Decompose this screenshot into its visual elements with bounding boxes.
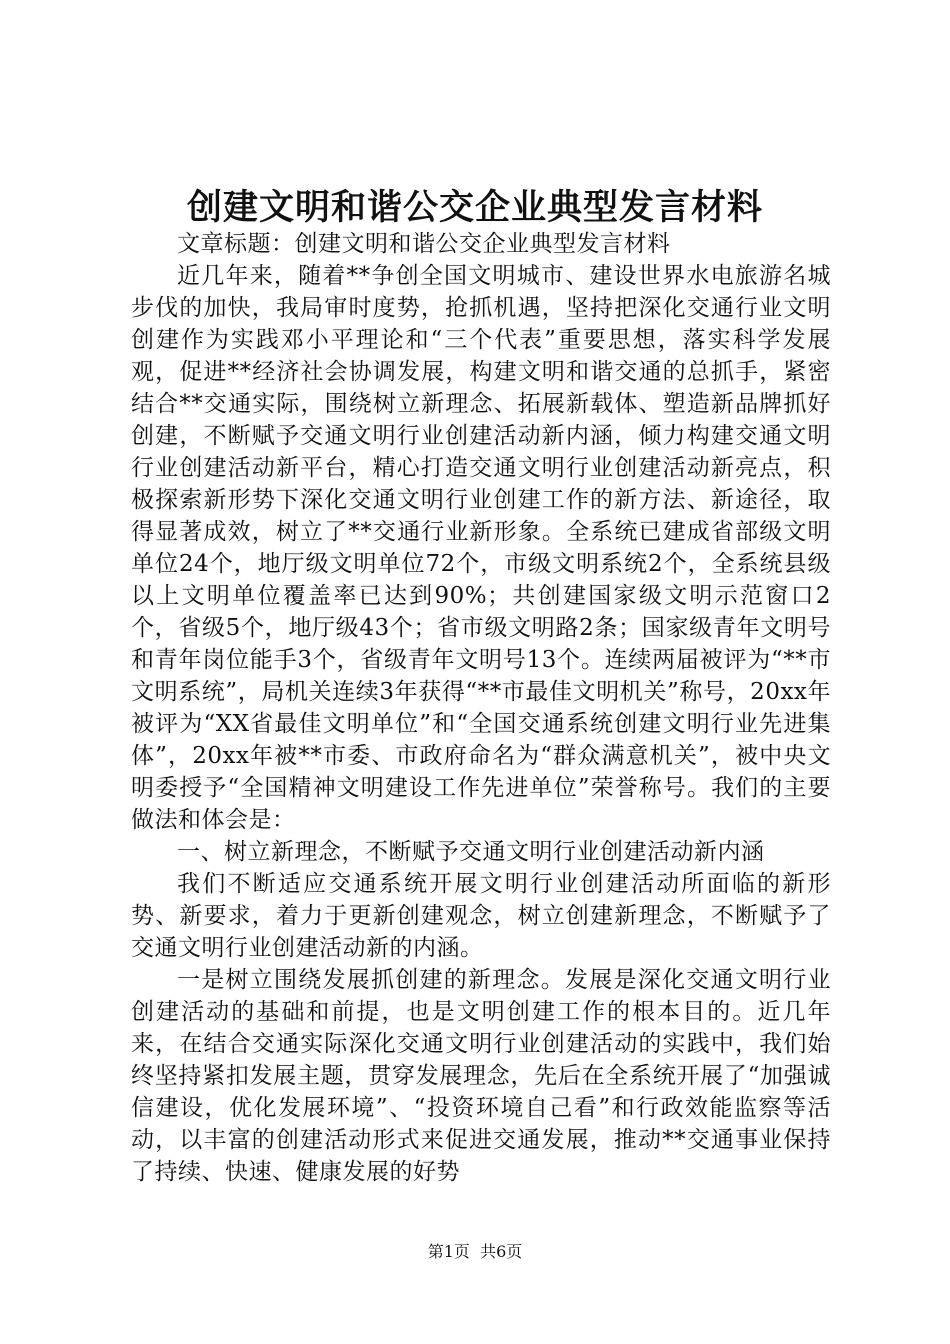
page-number: 第1页 <box>427 1242 470 1261</box>
page-footer <box>0 1242 950 1262</box>
document-title: 创建文明和谐公交企业典型发言材料 <box>186 188 763 228</box>
section-paragraph: 我们不断适应交通系统开展文明行业创建活动所面临的新形势、新要求，着力于更新创建观念，树立创建新理念，不断赋予了交通文明行业创建活动新的内涵。 <box>131 871 831 961</box>
footer-separator <box>470 1242 480 1261</box>
point-one-paragraph: 一是树立围绕发展抓创建的新理念。发展是深化交通文明行业创建活动的基础和前提，也是文明创建工作的根本目的。近几年来，在结合交通实际深化交通文明行业创建活动的实践中，我们始终坚持紧扣发展主题，贯穿发展理念，先后在全系统开展了“加强诚信建设，优化发展环境”、“投资环境自己看”和行政效能监察等活动，以丰富的创建活动形式来促进交通发展，推动**交通事业保持了持续、快速、健康发展的好势 <box>131 967 831 1185</box>
section-heading: 一、树立新理念，不断赋予交通文明行业创建活动新内涵 <box>177 839 765 865</box>
article-title-line: 文章标题：创建文明和谐公交企业典型发言材料 <box>177 231 671 257</box>
page-total: 共6页 <box>480 1242 523 1261</box>
document-body <box>131 228 831 1188</box>
intro-paragraph: 近几年来，随着**争创全国文明城市、建设世界水电旅游名城步伐的加快，我局审时度势，抢抓机遇，坚持把深化交通行业文明创建作为实践邓小平理论和“三个代表”重要思想，落实科学发展观，促进**经济社会协调发展，构建文明和谐交通的总抓手，紧密结合**交通实际，围绕树立新理念、拓展新载体、塑造新品牌抓好创建，不断赋予交通文明行业创建活动新内涵，倾力构建交通文明行业创建活动新平台，精心打造交通文明行业创建活动新亮点，积极探索新形势下深化交通文明行业创建工作的新方法、新途径，取得显著成效，树立了**交通行业新形象。全系统已建成省部级文明单位24个，地厅级文明单位72个，市级文明系统2个，全系统县级以上文明单位覆盖率已达到90%；共创建国家级文明示范窗口2个，省级5个，地厅级43个；省市级文明路2条；国家级青年文明号和青年岗位能手3个，省级青年文明号13个。连续两届被评为“**市文明系统”，局机关连续3年获得“**市最佳文明机关”称号，20xx年被评为“XX省最佳文明单位”和“全国交通系统创建文明行业先进集体”，20xx年被**市委、市政府命名为“群众满意机关”，被中央文明委授予“全国精神文明建设工作先进单位”荣誉称号。我们的主要做法和体会是： <box>131 263 831 833</box>
